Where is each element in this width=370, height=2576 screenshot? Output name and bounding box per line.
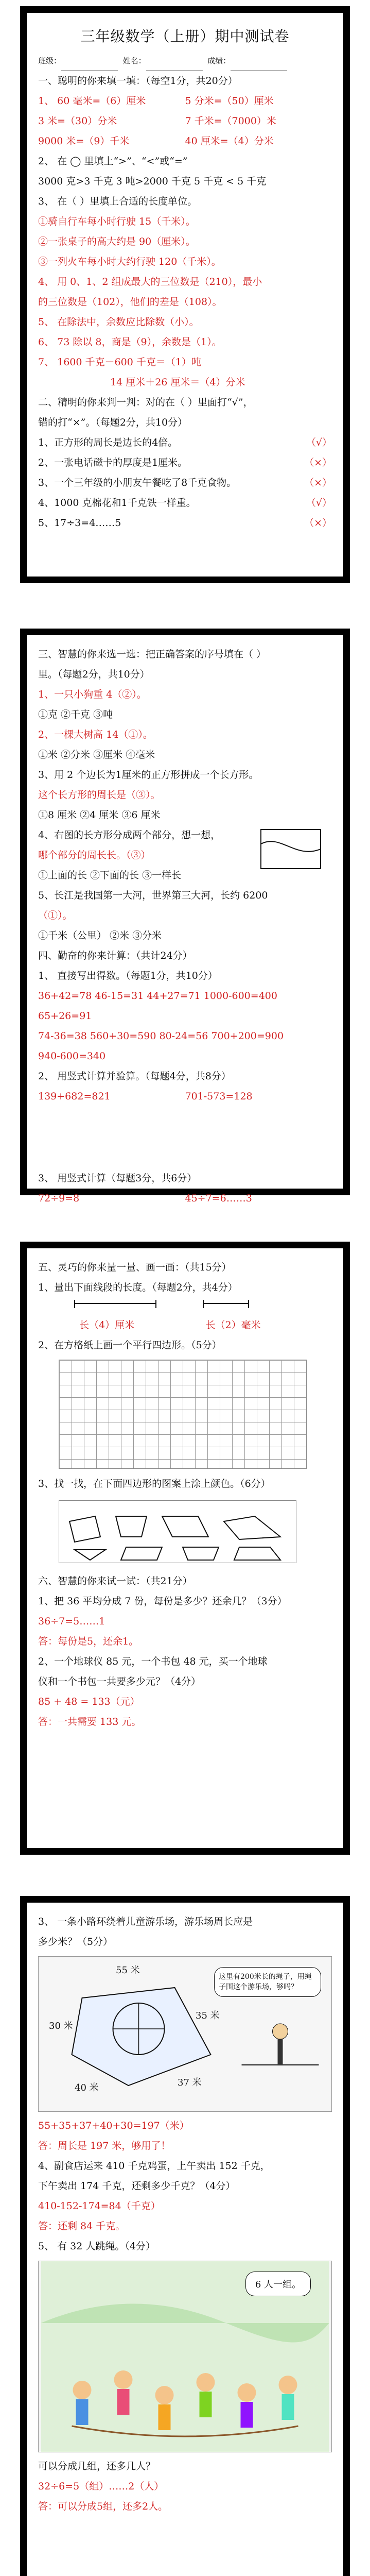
line-segments: [74, 1303, 332, 1313]
question-line: 3、找一找，在下面四边形的图案上涂上颜色。（6分）: [38, 1478, 271, 1489]
answer-line: 5 分米=（50）厘米: [185, 95, 274, 107]
options-line: ①上面的长 ②下面的长 ③一样长: [38, 870, 182, 881]
section-1-heading: 一、聪明的你来填一填：（每空1分，共20分）: [38, 75, 238, 87]
question-line: 4、副食店运来 410 千克鸡蛋，上午卖出 152 千克，: [38, 2160, 270, 2172]
question-line: 仪和一个书包一共要多少元？（4分）: [38, 1676, 201, 1687]
section-4-heading: 四、勤奋的你来计算：（共计24分）: [38, 950, 192, 961]
question-line: 2、 用竖式计算并验算。（每题4分，共8分）: [38, 1071, 231, 1082]
question-line: 3、 在（ ）里填上合适的长度单位。: [38, 196, 198, 207]
exam-page-1: [20, 6, 350, 583]
question-line: 1、量出下面线段的长度。（每题2分，共4分）: [38, 1282, 238, 1293]
segment-4cm: [74, 1303, 156, 1313]
answer-line: 139+682=821: [38, 1091, 111, 1102]
dimension-label: 40 米: [75, 2082, 99, 2093]
jump-rope-illustration: [38, 2261, 332, 2452]
student-info: 班级： 姓名： 成绩：: [38, 51, 332, 71]
answer-line: 32÷6=5（组）……2（人）: [38, 2481, 164, 2492]
question-line: 5、长江是我国第一大河，世界第三大河，长约 6200: [38, 890, 268, 901]
answer-line: 45÷7=6……3: [185, 1193, 252, 1204]
answer-line: 85 + 48 = 133（元）: [38, 1696, 140, 1707]
calc-row: 65+26=91: [38, 1010, 92, 1022]
judge-item: 3、一个三年级的小朋友午餐吃了8千克食物。 （×）: [38, 477, 332, 488]
work-space[interactable]: [38, 1107, 332, 1168]
section-3-heading: 三、智慧的你来选一选：把正确答案的序号填在（ ）: [38, 649, 267, 660]
section-3-heading: 里。（每题2分，共10分）: [38, 669, 150, 680]
answer-line: ②一张桌子的高大约是 90（厘米）。: [38, 236, 196, 247]
dimension-label: 37 米: [178, 2077, 202, 2088]
answer-line: 这个长方形的周长是（③）。: [38, 789, 161, 801]
question-line: 2、一个地球仪 85 元，一个书包 48 元，买一个地球: [38, 1656, 268, 1667]
answer-line: 72÷9=8: [38, 1193, 80, 1204]
answer-line: 9000 米=（9）千米: [38, 135, 130, 147]
question-line: 2、 在 ◯ 里填上“>”、“<”或“=”: [38, 156, 188, 167]
calc-row: 36+42=78 46-15=31 44+27=71 1000-600=400: [38, 990, 277, 1002]
section-5-heading: 五、灵巧的你来量一量、画一画：（共15分）: [38, 1262, 232, 1273]
exam-page-2: [20, 629, 350, 1204]
speech-bubble: 6 人一组。: [245, 2272, 311, 2296]
calc-row: 74-36=38 560+30=590 80-24=56 700+200=900: [38, 1030, 284, 1042]
answer-line: （①）。: [38, 910, 73, 921]
name-field[interactable]: [146, 61, 203, 71]
playground-illustration: [38, 1956, 332, 2112]
answer-line: ①骑自行车每小时行驶 15（千米）。: [38, 216, 196, 227]
exam-title: 三年级数学（上册）期中测试卷: [80, 28, 290, 45]
question-line: 5、 有 32 人跳绳。（4分）: [38, 2241, 155, 2252]
answer-line: 长（4）厘米: [79, 1319, 135, 1331]
section-6-heading: 六、智慧的你来试一试：（共21分）: [38, 1575, 192, 1587]
judge-item: 1、正方形的周长是边长的4倍。 （√）: [38, 437, 332, 448]
dimension-label: 55 米: [116, 1965, 140, 1976]
score-field[interactable]: [231, 61, 287, 71]
answer-line: ③一列火车每小时大约行驶 120（千米）。: [38, 256, 221, 267]
question-line: 3、 一条小路环绕着儿童游乐场，游乐场周长应是: [38, 1916, 253, 1927]
speech-bubble: 这里有200米长的绳子，用绳子围这个游乐场，够吗？: [214, 1967, 321, 1997]
answer-line: 55+35+37+40+30=197（米）: [38, 2120, 189, 2131]
answer-line: 2、一棵大树高 14（①）。: [38, 729, 153, 740]
question-line: 4、右图的长方形分成两个部分，想一想，: [38, 829, 221, 841]
answer-line: 答：周长是 197 米，够用了！: [38, 2140, 171, 2151]
quadrilateral-shapes[interactable]: [59, 1500, 296, 1563]
question-line: 1、 直接写出得数。（每题1分，共10分）: [38, 970, 218, 981]
rectangle-figure: [260, 828, 322, 870]
answer-line: 7 千米=（7000）米: [185, 115, 276, 127]
judge-item: 2、一张电话磁卡的厚度是1厘米。 （×）: [38, 457, 332, 468]
judge-item: 4、1000 克棉花和1千克铁一样重。 （√）: [38, 497, 332, 509]
answer-line: 1、一只小狗重 4（②）。: [38, 689, 147, 700]
answer-line: 4、 用 0、1、2 组成最大的三位数是（210），最小: [38, 276, 262, 287]
answer-line: 701-573=128: [185, 1091, 253, 1102]
calc-row: 940-600=340: [38, 1050, 106, 1062]
options-line: ①8 厘米 ②4 厘米 ③6 厘米: [38, 809, 161, 821]
drawing-grid[interactable]: [59, 1360, 307, 1469]
question-line: 3、 用竖式计算（每题3分，共6分）: [38, 1173, 197, 1184]
question-line: 可以分成几组，还多几人？: [38, 2461, 156, 2472]
answer-line: 答：还剩 84 千克。: [38, 2221, 126, 2232]
question-line: 3、用 2 个边长为1厘米的正方形拼成一个长方形。: [38, 769, 259, 781]
answer-line: 答：一共需要 133 元。: [38, 1716, 142, 1727]
judge-item: 5、17÷3=4……5 （×）: [38, 517, 332, 529]
answer-line: 40 厘米=（4）分米: [185, 135, 274, 147]
dimension-label: 35 米: [196, 2010, 220, 2021]
answer-line: 6、 73 除以 8，商是（9），余数是（1）。: [38, 336, 222, 348]
section-2-heading: 错的打“×”。（每题2分，共10分）: [38, 417, 188, 428]
question-line: 2、在方格纸上画一个平行四边形。（5分）: [38, 1340, 222, 1351]
answer-line: 5、 在除法中，余数应比除数（小）。: [38, 316, 199, 328]
exam-page-4: [20, 1896, 350, 2576]
answer-line: 3 米=（30）分米: [38, 115, 117, 127]
answer-line: 3000 克>3 千克 3 吨>2000 千克 5 千克 < 5 千克: [38, 176, 267, 187]
answer-line: 的三位数是（102），他们的差是（108）。: [38, 296, 222, 308]
answer-line: 14 厘米＋26 厘米＝（4）分米: [110, 377, 245, 388]
options-line: ①千米（公里） ②米 ③分米: [38, 930, 162, 941]
answer-line: 7、 1600 千克－600 千克＝（1）吨: [38, 357, 201, 368]
answer-line: 36÷7=5……1: [38, 1616, 105, 1627]
answer-line: 答：可以分成5组，还多2人。: [38, 2501, 168, 2512]
answer-line: 长（2）毫米: [205, 1319, 261, 1331]
question-line: 下午卖出 174 千克，还剩多少千克？（4分）: [38, 2180, 236, 2192]
answer-line: 哪个部分的周长长。（③）: [38, 850, 151, 861]
dimension-label: 30 米: [49, 2021, 73, 2031]
answer-line: 410-152-174=84（千克）: [38, 2200, 161, 2212]
section-2-heading: 二、精明的你来判一判：对的在（ ）里面打“√”，: [38, 397, 253, 408]
segment-2mm: [203, 1303, 249, 1313]
class-field[interactable]: [61, 61, 118, 71]
question-line: 多少米？（5分）: [38, 1936, 113, 1947]
exam-page-3: [20, 1242, 350, 1855]
options-line: ①米 ②分米 ③厘米 ④毫米: [38, 749, 155, 760]
question-line: 1、把 36 平均分成 7 份，每份是多少？还余几？（3分）: [38, 1596, 287, 1607]
options-line: ①克 ②千克 ③吨: [38, 709, 113, 720]
answer-line: 答：每份是5，还余1。: [38, 1636, 139, 1647]
answer-line: 1、 60 毫米=（6）厘米: [38, 95, 146, 107]
